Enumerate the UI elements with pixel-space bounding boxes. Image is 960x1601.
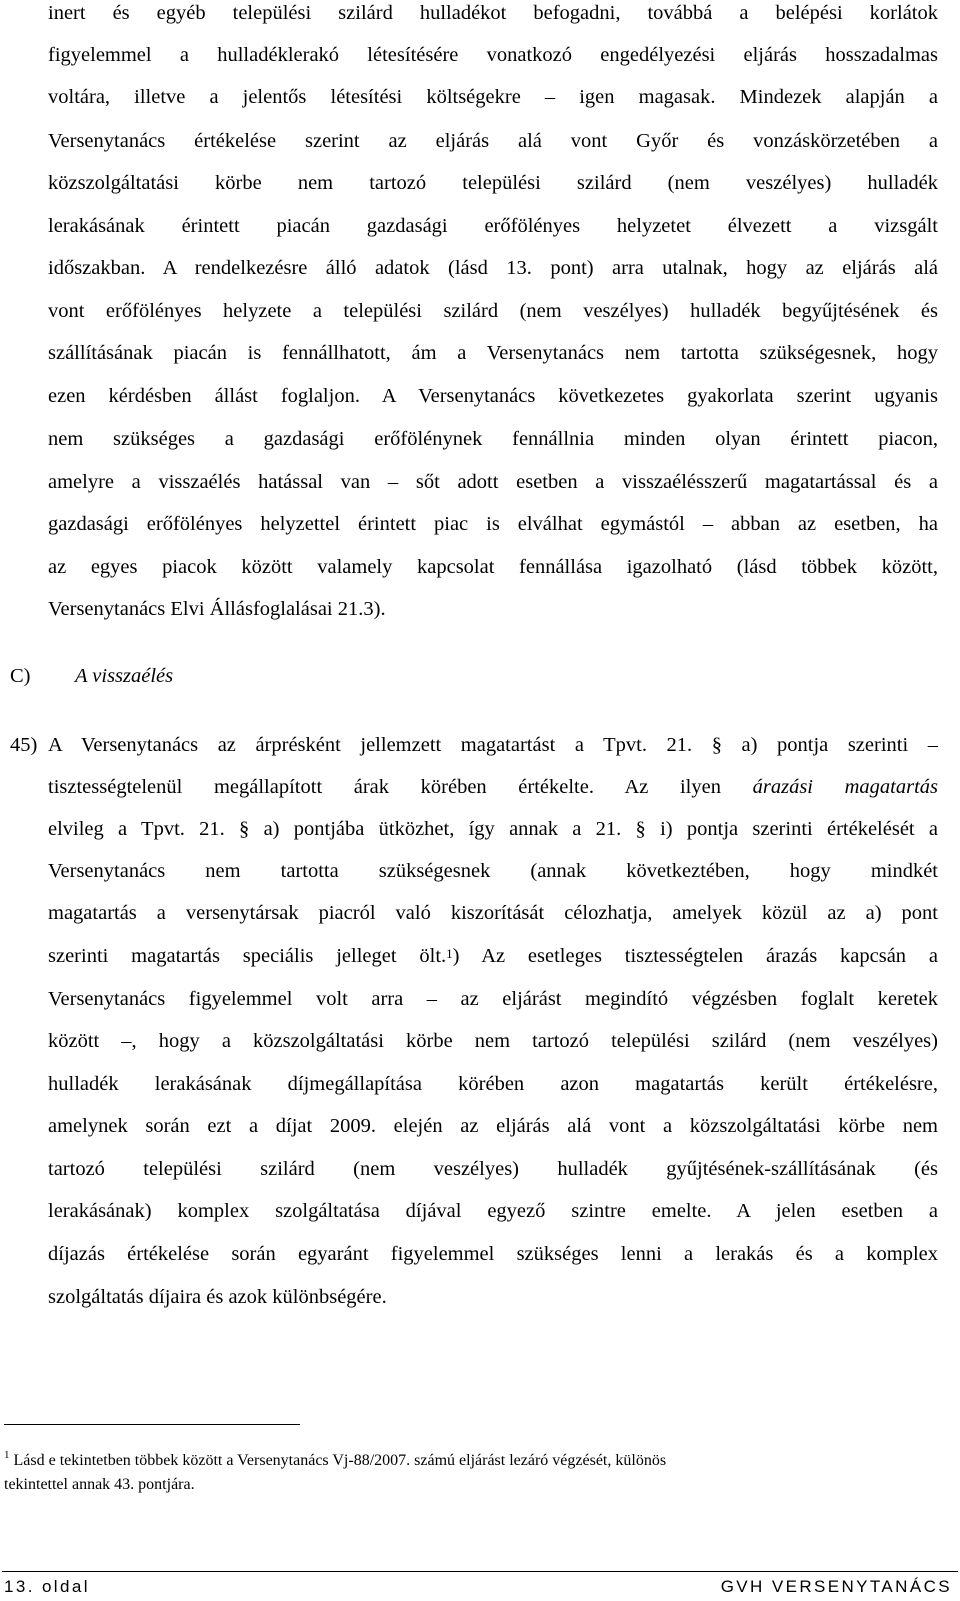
paragraph-number: 45)	[10, 734, 38, 756]
text-line: díjazás értékelése során egyaránt figyelemmel szükséges lenni a lerakás és a komplex	[48, 1243, 938, 1265]
text-line: elvileg a Tpvt. 21. § a) pontjába ütközhet, így annak a 21. § i) pontja szerinti értékelését a	[48, 818, 938, 840]
text-line: az egyes piacok között valamely kapcsolat fennállása igazolható (lásd többek között,	[48, 556, 938, 578]
text-line: Versenytanács figyelemmel volt arra – az eljárást megindító végzésben foglalt keretek	[48, 988, 938, 1010]
text-line: időszakban. A rendelkezésre álló adatok (lásd 13. pont) arra utalnak, hogy az eljárás alá	[48, 257, 938, 279]
text-line: nem szükséges a gazdasági erőfölénynek fennállnia minden olyan érintett piacon,	[48, 428, 938, 450]
text-span: szerinti magatartás speciális jelleget ölt.	[48, 945, 447, 967]
text-line: közszolgáltatási körbe nem tartozó települési szilárd (nem veszélyes) hulladék	[48, 172, 938, 194]
text-line: figyelemmel a hulladéklerakó létesítésére vonatkozó engedélyezési eljárás hosszadalmas	[48, 44, 938, 66]
text-line: Versenytanács nem tartotta szükségesnek (annak következtében, hogy mindkét	[48, 860, 938, 882]
text-line: A Versenytanács az árprésként jellemzett magatartást a Tpvt. 21. § a) pontja szerinti –	[48, 734, 938, 756]
text-line: szolgáltatás díjaira és azok különbségére.	[48, 1286, 387, 1308]
text-line: lerakásának) komplex szolgáltatása díjával egyező szintre emelte. A jelen esetben a	[48, 1200, 938, 1222]
footnote-text: Lásd e tekintetben többek között a Versenytanács Vj-88/2007. számú eljárást lezáró végzését, különös	[13, 1452, 667, 1469]
text-line: tartozó települési szilárd (nem veszélyes) hulladék gyűjtésének-szállításának (és	[48, 1158, 938, 1180]
text-line: Versenytanács Elvi Állásfoglalásai 21.3).	[48, 598, 386, 620]
text-span: tisztességtelenül megállapított árak körében értékelte. Az ilyen	[48, 776, 753, 798]
text-line: Versenytanács értékelése szerint az eljárás alá vont Győr és vonzáskörzetében a	[48, 130, 938, 152]
text-line	[48, 774, 938, 800]
footnote-mark: 1	[4, 1449, 10, 1461]
section-title: A visszaélés	[75, 665, 174, 687]
text-line: gazdasági erőfölényes helyzettel érintett piac is elválhat egymástól – abban az esetben, ha	[48, 513, 938, 535]
text-line	[48, 943, 938, 969]
footnote-line	[4, 1451, 666, 1472]
text-line: amelynek során ezt a díjat 2009. elején az eljárás alá vont a közszolgáltatási körbe nem	[48, 1115, 938, 1137]
text-line: szállításának piacán is fennállhatott, ám a Versenytanács nem tartotta szükségesnek, hogy	[48, 342, 938, 364]
text-line: inert és egyéb települési szilárd hulladékot befogadni, továbbá a belépési korlátok	[48, 2, 938, 24]
page-number: 13. oldal	[4, 1577, 90, 1596]
footnote-line: tekintettel annak 43. pontjára.	[4, 1476, 195, 1493]
footer-separator	[2, 1571, 958, 1572]
footnote-reference[interactable]: 1	[446, 946, 453, 961]
text-line: vont erőfölényes helyzete a települési szilárd (nem veszélyes) hulladék begyűjtésének és	[48, 300, 938, 322]
section-letter: C)	[10, 665, 31, 687]
footnote-separator	[4, 1424, 300, 1425]
text-line: magatartás a versenytársak piacról való kiszorítását célozhatja, amelyek közül az a) pont	[48, 902, 938, 924]
text-line: lerakásának érintett piacán gazdasági erőfölényes helyzetet élvezett a vizsgált	[48, 215, 938, 237]
text-line: között –, hogy a közszolgáltatási körbe nem tartozó települési szilárd (nem veszélyes)	[48, 1030, 938, 1052]
italic-term: árazási magatartás	[752, 776, 939, 798]
footer-organization: GVH VERSENYTANÁCS	[720, 1577, 952, 1596]
text-line: hulladék lerakásának díjmegállapítása körében azon magatartás került értékelésre,	[48, 1073, 938, 1095]
text-line: amelyre a visszaélés hatással van – sőt adott esetben a visszaélésszerű magatartással és a	[48, 471, 938, 493]
text-line: voltára, illetve a jelentős létesítési költségekre – igen magasak. Mindezek alapján a	[48, 86, 938, 108]
text-line: ezen kérdésben állást foglaljon. A Versenytanács következetes gyakorlata szerint ugyanis	[48, 385, 938, 407]
text-span: ) Az esetleges tisztességtelen árazás kapcsán a	[452, 945, 938, 967]
